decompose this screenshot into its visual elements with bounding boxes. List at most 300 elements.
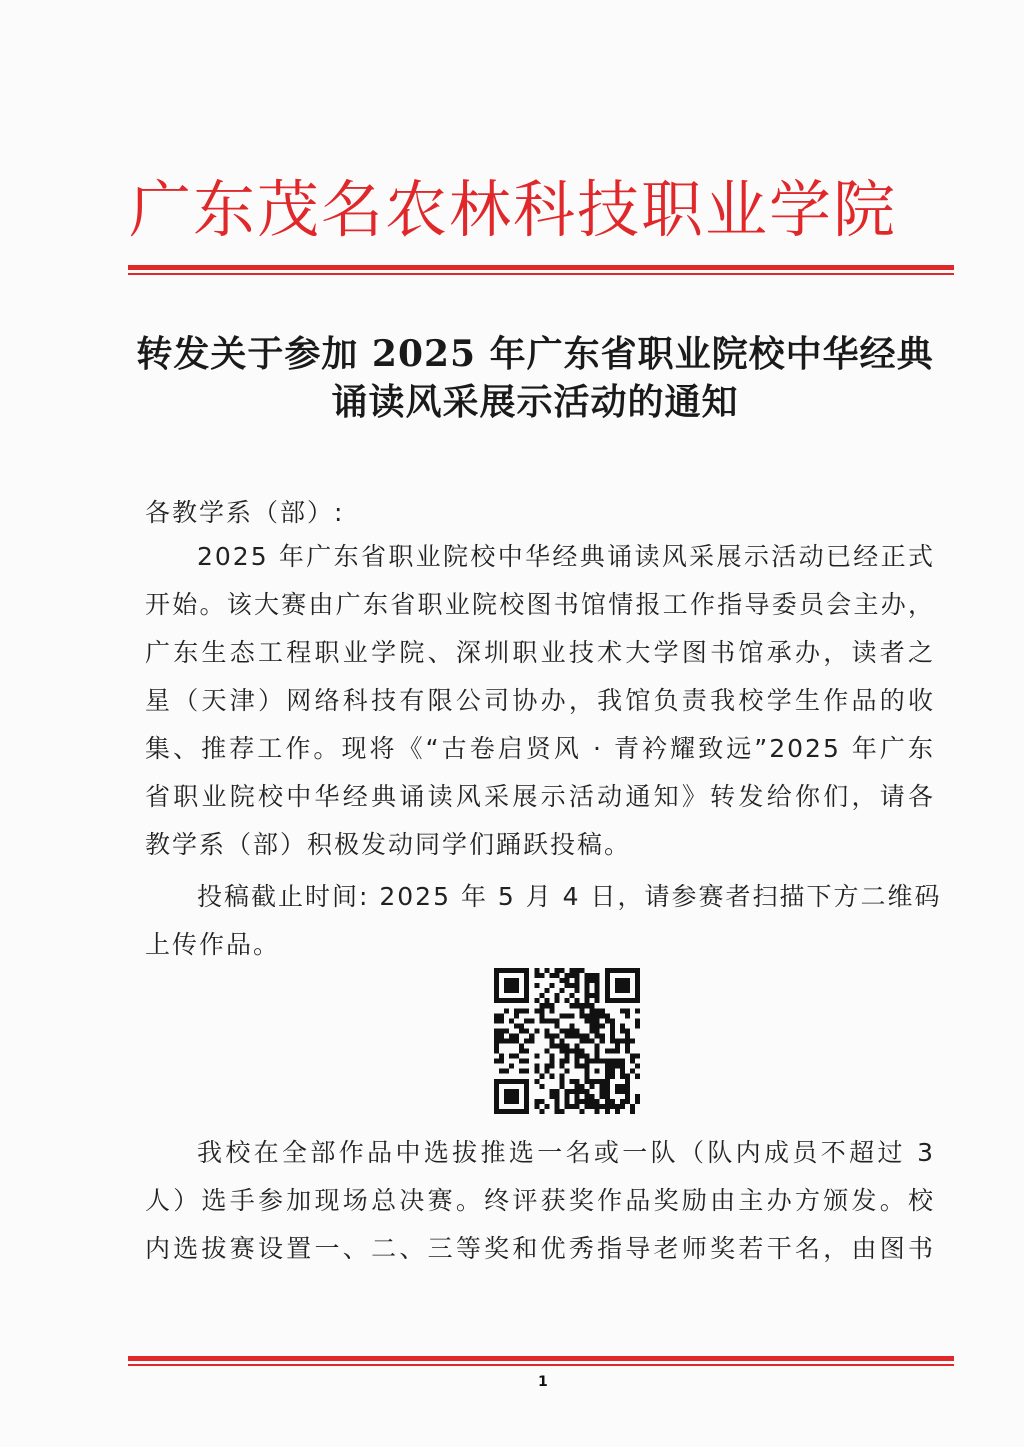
qr-module [580, 1038, 585, 1043]
qr-module [630, 1054, 635, 1059]
qr-module [620, 988, 625, 993]
qr-module [585, 1074, 590, 1079]
qr-module [514, 1054, 519, 1059]
qr-module [534, 1069, 539, 1074]
qr-module [610, 1049, 615, 1054]
qr-module [509, 1033, 514, 1038]
qr-module [605, 998, 610, 1003]
qr-module [494, 1028, 499, 1033]
qr-module [494, 1094, 499, 1099]
qr-module [625, 1044, 630, 1049]
qr-module [630, 1059, 635, 1064]
qr-module [605, 1074, 610, 1079]
qr-code-icon[interactable] [494, 968, 640, 1114]
qr-module [595, 983, 600, 988]
qr-module [625, 1079, 630, 1084]
qr-module [605, 1104, 610, 1109]
qr-module [519, 1023, 524, 1028]
qr-module [509, 1064, 514, 1069]
document-title-line-1: 转发关于参加 2025 年广东省职业院校中华经典 [136, 333, 934, 375]
qr-module [534, 968, 539, 973]
qr-module [509, 983, 514, 988]
qr-module [605, 1079, 610, 1084]
qr-module [575, 1084, 580, 1089]
qr-module [570, 1023, 575, 1028]
qr-module [570, 973, 575, 978]
qr-module [595, 1008, 600, 1013]
qr-module [544, 1033, 549, 1038]
qr-module [544, 1049, 549, 1054]
qr-module [564, 1069, 569, 1074]
qr-module [605, 1049, 610, 1054]
qr-module [534, 1064, 539, 1069]
qr-module [590, 1104, 595, 1109]
qr-module [519, 1069, 524, 1074]
qr-module [575, 1104, 580, 1109]
qr-module [635, 1023, 640, 1028]
qr-module [504, 968, 509, 973]
qr-module [585, 1018, 590, 1023]
qr-module [524, 1099, 529, 1104]
qr-module [509, 1089, 514, 1094]
qr-module [534, 973, 539, 978]
qr-module [564, 1104, 569, 1109]
qr-module [605, 968, 610, 973]
qr-module [635, 1074, 640, 1079]
qr-module [494, 1038, 499, 1043]
qr-module [544, 1064, 549, 1069]
qr-module [499, 1069, 504, 1074]
qr-module [625, 1049, 630, 1054]
qr-module [509, 978, 514, 983]
qr-module [585, 1064, 590, 1069]
qr-module [595, 1049, 600, 1054]
institution-header: 广东茂名农林科技职业学院 [128, 173, 897, 246]
qr-module [564, 1054, 569, 1059]
qr-module [620, 1064, 625, 1069]
qr-module [600, 1008, 605, 1013]
qr-module [559, 1038, 564, 1043]
qr-module [595, 1099, 600, 1104]
qr-module [575, 1064, 580, 1069]
qr-module [494, 1089, 499, 1094]
qr-module [534, 1008, 539, 1013]
qr-module [585, 973, 590, 978]
qr-module [539, 1084, 544, 1089]
qr-module [494, 1013, 499, 1018]
qr-module [610, 1064, 615, 1069]
qr-module [635, 983, 640, 988]
qr-module [554, 973, 559, 978]
qr-module [544, 1028, 549, 1033]
qr-module [504, 983, 509, 988]
qr-module [620, 1099, 625, 1104]
qr-module [630, 968, 635, 973]
qr-module [494, 1049, 499, 1054]
qr-module [620, 1008, 625, 1013]
qr-module [585, 1104, 590, 1109]
header-rule-thick [128, 265, 954, 270]
qr-module [554, 998, 559, 1003]
qr-module [580, 1003, 585, 1008]
qr-module [625, 968, 630, 973]
qr-module [499, 1059, 504, 1064]
qr-module [635, 1099, 640, 1104]
qr-module [635, 1064, 640, 1069]
qr-module [605, 1064, 610, 1069]
salutation: 各教学系（部）: [145, 498, 345, 527]
qr-module [570, 1013, 575, 1018]
paragraph-2-line-2: 上传作品。 [145, 930, 281, 959]
qr-module [625, 988, 630, 993]
qr-module [524, 993, 529, 998]
qr-module [509, 998, 514, 1003]
qr-module [610, 1033, 615, 1038]
qr-module [590, 1079, 595, 1084]
qr-module [559, 978, 564, 983]
qr-module [595, 1033, 600, 1038]
qr-module [575, 1099, 580, 1104]
paragraph-3-line-2: 人）选手参加现场总决赛。终评获奖作品奖励由主办方颁发。校 [145, 1186, 935, 1215]
qr-module [620, 998, 625, 1003]
qr-module [625, 1008, 630, 1013]
qr-module [610, 1104, 615, 1109]
qr-module [590, 1023, 595, 1028]
footer-rule-thick [128, 1356, 954, 1361]
paragraph-1-line-1: 2025 年广东省职业院校中华经典诵读风采展示活动已经正式 [197, 542, 935, 571]
qr-module [590, 973, 595, 978]
qr-module [635, 1094, 640, 1099]
qr-module [499, 998, 504, 1003]
qr-module [575, 1059, 580, 1064]
qr-module [585, 988, 590, 993]
qr-module [534, 983, 539, 988]
paragraph-1-line-7: 教学系（部）积极发动同学们踊跃投稿。 [145, 830, 632, 859]
qr-module [610, 1074, 615, 1079]
qr-module [564, 983, 569, 988]
qr-module [570, 983, 575, 988]
page-number: 1 [538, 1374, 548, 1390]
qr-module [524, 1049, 529, 1054]
qr-module [620, 1028, 625, 1033]
qr-module [615, 978, 620, 983]
qr-module [585, 1079, 590, 1084]
qr-module [549, 1089, 554, 1094]
qr-module [514, 1079, 519, 1084]
qr-module [559, 1079, 564, 1084]
qr-module [575, 1033, 580, 1038]
paragraph-3-line-3: 内选拔赛设置一、二、三等奖和优秀指导老师奖若干名，由图书 [145, 1234, 935, 1263]
qr-module [570, 1033, 575, 1038]
qr-module [504, 988, 509, 993]
qr-module [524, 1018, 529, 1023]
qr-module [519, 1079, 524, 1084]
qr-module [499, 1054, 504, 1059]
qr-module [620, 968, 625, 973]
qr-module [549, 1064, 554, 1069]
qr-module [620, 1089, 625, 1094]
qr-module [625, 1038, 630, 1043]
qr-module [625, 1089, 630, 1094]
qr-module [620, 1104, 625, 1109]
qr-module [514, 1099, 519, 1104]
qr-module [620, 1023, 625, 1028]
qr-module [600, 1013, 605, 1018]
qr-module [625, 978, 630, 983]
qr-module [554, 1109, 559, 1114]
qr-module [539, 1099, 544, 1104]
qr-module [580, 1109, 585, 1114]
qr-module [559, 1013, 564, 1018]
qr-module [575, 1049, 580, 1054]
qr-module [590, 1008, 595, 1013]
qr-module [610, 1069, 615, 1074]
qr-module [524, 1008, 529, 1013]
qr-module [575, 1028, 580, 1033]
qr-module [625, 1074, 630, 1079]
qr-module [575, 1094, 580, 1099]
qr-module [524, 1104, 529, 1109]
qr-module [519, 998, 524, 1003]
qr-module [554, 1104, 559, 1109]
qr-module [544, 988, 549, 993]
qr-module [575, 1079, 580, 1084]
qr-module [600, 1059, 605, 1064]
qr-module [620, 1069, 625, 1074]
qr-module [590, 1038, 595, 1043]
qr-module [499, 1033, 504, 1038]
qr-module [595, 1028, 600, 1033]
qr-module [554, 1044, 559, 1049]
qr-module [544, 1104, 549, 1109]
qr-module [524, 983, 529, 988]
qr-module [570, 1049, 575, 1054]
qr-module [559, 1044, 564, 1049]
qr-module [539, 1008, 544, 1013]
qr-module [610, 1099, 615, 1104]
qr-module [494, 1044, 499, 1049]
qr-module [595, 973, 600, 978]
qr-module [519, 1044, 524, 1049]
qr-module [554, 1033, 559, 1038]
qr-module [564, 978, 569, 983]
qr-module [605, 1094, 610, 1099]
qr-module [585, 998, 590, 1003]
qr-module [514, 1038, 519, 1043]
paragraph-1-line-2: 开始。该大赛由广东省职业院校图书馆情报工作指导委员会主办， [145, 590, 935, 619]
qr-module [575, 983, 580, 988]
qr-module [559, 1028, 564, 1033]
qr-module [590, 1094, 595, 1099]
qr-module [564, 1044, 569, 1049]
qr-module [595, 1104, 600, 1109]
header-rule-thin [128, 273, 954, 275]
qr-module [514, 1008, 519, 1013]
qr-module [509, 988, 514, 993]
qr-module [494, 1079, 499, 1084]
qr-module [514, 1013, 519, 1018]
qr-module [570, 1104, 575, 1109]
qr-module [554, 1018, 559, 1023]
qr-module [549, 1008, 554, 1013]
qr-module [564, 1094, 569, 1099]
qr-module [504, 1008, 509, 1013]
document-title-line-2: 诵读风采展示活动的通知 [331, 381, 739, 423]
qr-module [595, 1059, 600, 1064]
qr-module [494, 978, 499, 983]
qr-module [549, 1018, 554, 1023]
qr-module [610, 1023, 615, 1028]
qr-module [564, 998, 569, 1003]
qr-module [509, 1018, 514, 1023]
qr-module [605, 1109, 610, 1114]
qr-module [590, 1099, 595, 1104]
qr-module [559, 1064, 564, 1069]
qr-module [575, 1054, 580, 1059]
qr-module [630, 1038, 635, 1043]
qr-module [585, 1038, 590, 1043]
qr-module [559, 1109, 564, 1114]
qr-module [554, 1094, 559, 1099]
qr-module [575, 973, 580, 978]
qr-module [534, 1054, 539, 1059]
qr-module [595, 1018, 600, 1023]
qr-module [509, 1109, 514, 1114]
qr-module [610, 968, 615, 973]
qr-module [585, 993, 590, 998]
qr-module [570, 993, 575, 998]
qr-module [524, 998, 529, 1003]
qr-module [615, 1044, 620, 1049]
qr-module [605, 988, 610, 993]
qr-module [625, 1033, 630, 1038]
qr-module [590, 1084, 595, 1089]
qr-module [575, 978, 580, 983]
qr-module [600, 1084, 605, 1089]
qr-module [585, 1013, 590, 1018]
qr-module [575, 988, 580, 993]
qr-module [575, 1089, 580, 1094]
qr-module [605, 978, 610, 983]
qr-module [494, 1059, 499, 1064]
qr-module [590, 1003, 595, 1008]
qr-module [580, 1054, 585, 1059]
qr-module [494, 968, 499, 973]
qr-module [519, 1028, 524, 1033]
qr-module [605, 1059, 610, 1064]
qr-module [620, 1059, 625, 1064]
qr-module [595, 1069, 600, 1074]
qr-module [504, 1099, 509, 1104]
qr-module [600, 1033, 605, 1038]
qr-module [575, 1044, 580, 1049]
qr-module [635, 973, 640, 978]
qr-module [595, 978, 600, 983]
paragraph-1-line-6: 省职业院校中华经典诵读风采展示活动通知》转发给你们，请各 [145, 782, 935, 811]
qr-module [494, 1109, 499, 1114]
qr-module [534, 1079, 539, 1084]
qr-module [494, 1099, 499, 1104]
qr-module [509, 1099, 514, 1104]
qr-module [585, 1089, 590, 1094]
qr-module [635, 998, 640, 1003]
qr-module [585, 1059, 590, 1064]
qr-module [514, 1033, 519, 1038]
qr-module [595, 988, 600, 993]
qr-module [585, 1094, 590, 1099]
qr-module [620, 1038, 625, 1043]
qr-module [635, 968, 640, 973]
qr-module [504, 998, 509, 1003]
qr-module [524, 1109, 529, 1114]
qr-module [514, 968, 519, 973]
qr-module [615, 983, 620, 988]
qr-module [504, 1038, 509, 1043]
qr-module [534, 1099, 539, 1104]
qr-module [504, 1069, 509, 1074]
qr-module [544, 998, 549, 1003]
qr-module [605, 993, 610, 998]
qr-module [600, 1089, 605, 1094]
qr-module [605, 1084, 610, 1089]
qr-module [559, 1049, 564, 1054]
qr-module [509, 1094, 514, 1099]
qr-module [529, 1038, 534, 1043]
qr-module [610, 998, 615, 1003]
qr-module [595, 993, 600, 998]
qr-module [494, 983, 499, 988]
qr-module [509, 1038, 514, 1043]
qr-module [585, 983, 590, 988]
qr-module [570, 1028, 575, 1033]
qr-module [564, 1049, 569, 1054]
qr-module [534, 1028, 539, 1033]
qr-module [625, 1084, 630, 1089]
qr-module [549, 1038, 554, 1043]
qr-module [514, 998, 519, 1003]
qr-module [514, 1023, 519, 1028]
qr-module [580, 1013, 585, 1018]
qr-module [514, 1109, 519, 1114]
qr-module [504, 1079, 509, 1084]
qr-module [580, 1008, 585, 1013]
qr-module [524, 988, 529, 993]
qr-module [605, 1069, 610, 1074]
qr-module [564, 1013, 569, 1018]
qr-module [615, 1084, 620, 1089]
qr-module [595, 1054, 600, 1059]
qr-module [564, 1099, 569, 1104]
qr-module [519, 1109, 524, 1114]
qr-module [610, 1018, 615, 1023]
qr-module [499, 1013, 504, 1018]
qr-module [590, 1013, 595, 1018]
qr-module [575, 998, 580, 1003]
qr-module [590, 978, 595, 983]
qr-module [544, 1018, 549, 1023]
qr-module [595, 1079, 600, 1084]
qr-module [514, 1089, 519, 1094]
qr-module [590, 993, 595, 998]
qr-module [625, 998, 630, 1003]
qr-module [590, 1059, 595, 1064]
qr-module [559, 1084, 564, 1089]
qr-module [564, 1059, 569, 1064]
qr-module [519, 1049, 524, 1054]
qr-module [570, 968, 575, 973]
qr-module [524, 973, 529, 978]
qr-module [549, 973, 554, 978]
